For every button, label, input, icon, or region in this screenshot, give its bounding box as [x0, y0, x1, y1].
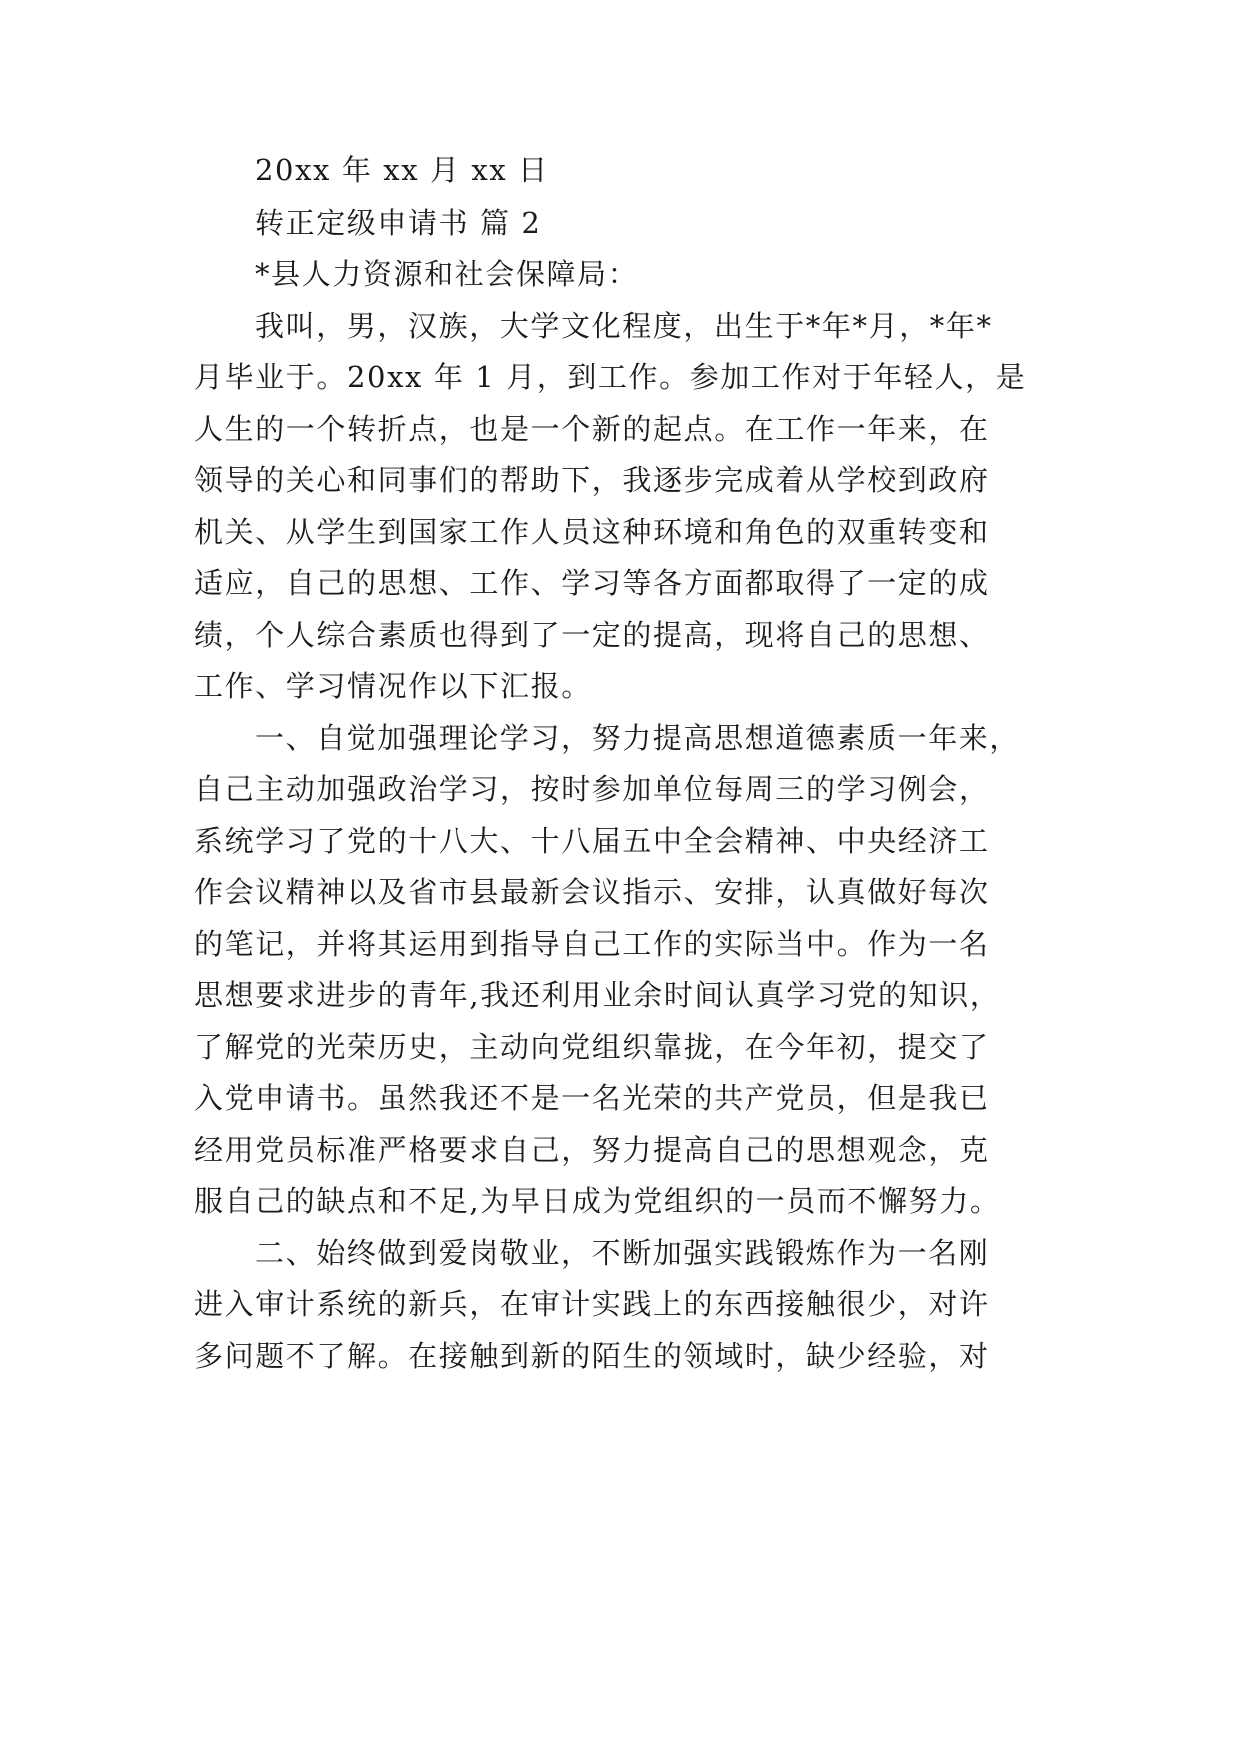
paragraph-line: 思想要求进步的青年,我还利用业余时间认真学习党的知识，	[194, 978, 1001, 1012]
paragraph-line: 多问题不了解。在接触到新的陌生的领域时，缺少经验，对	[194, 1339, 990, 1373]
date-line: 20xx 年 xx 月 xx 日	[255, 153, 549, 187]
paragraph-line: 二、始终做到爱岗敬业，不断加强实践锻炼作为一名刚	[255, 1236, 990, 1270]
paragraph-line: 机关、从学生到国家工作人员这种环境和角色的双重转变和	[194, 515, 990, 549]
paragraph-line: 一、自觉加强理论学习，努力提高思想道德素质一年来，	[255, 721, 1021, 755]
paragraph-line: 人生的一个转折点，也是一个新的起点。在工作一年来，在	[194, 412, 990, 446]
paragraph-line: 作会议精神以及省市县最新会议指示、安排，认真做好每次	[194, 875, 990, 909]
paragraph-line: 绩，个人综合素质也得到了一定的提高，现将自己的思想、	[194, 618, 990, 652]
paragraph-line: 了解党的光荣历史，主动向党组织靠拢，在今年初，提交了	[194, 1030, 990, 1064]
paragraph-line: 的笔记，并将其运用到指导自己工作的实际当中。作为一名	[194, 927, 990, 961]
paragraph-line: 我叫，男，汉族，大学文化程度，出生于*年*月，*年*	[255, 309, 993, 343]
document-title: 转正定级申请书 篇 2	[255, 206, 542, 240]
paragraph-line: 系统学习了党的十八大、十八届五中全会精神、中央经济工	[194, 824, 990, 858]
paragraph-line: 月毕业于。20xx 年 1 月，到工作。参加工作对于年轻人，是	[194, 360, 1027, 394]
paragraph-line: 工作、学习情况作以下汇报。	[194, 669, 592, 703]
paragraph-line: 自己主动加强政治学习，按时参加单位每周三的学习例会，	[194, 772, 990, 806]
salutation: *县人力资源和社会保障局：	[255, 257, 639, 291]
paragraph-line: 服自己的缺点和不足,为早日成为党组织的一员而不懈努力。	[194, 1184, 1001, 1218]
paragraph-line: 适应，自己的思想、工作、学习等各方面都取得了一定的成	[194, 566, 990, 600]
paragraph-line: 经用党员标准严格要求自己，努力提高自己的思想观念，克	[194, 1133, 990, 1167]
paragraph-line: 入党申请书。虽然我还不是一名光荣的共产党员，但是我已	[194, 1081, 990, 1115]
paragraph-line: 进入审计系统的新兵，在审计实践上的东西接触很少，对许	[194, 1287, 990, 1321]
paragraph-line: 领导的关心和同事们的帮助下，我逐步完成着从学校到政府	[194, 463, 990, 497]
